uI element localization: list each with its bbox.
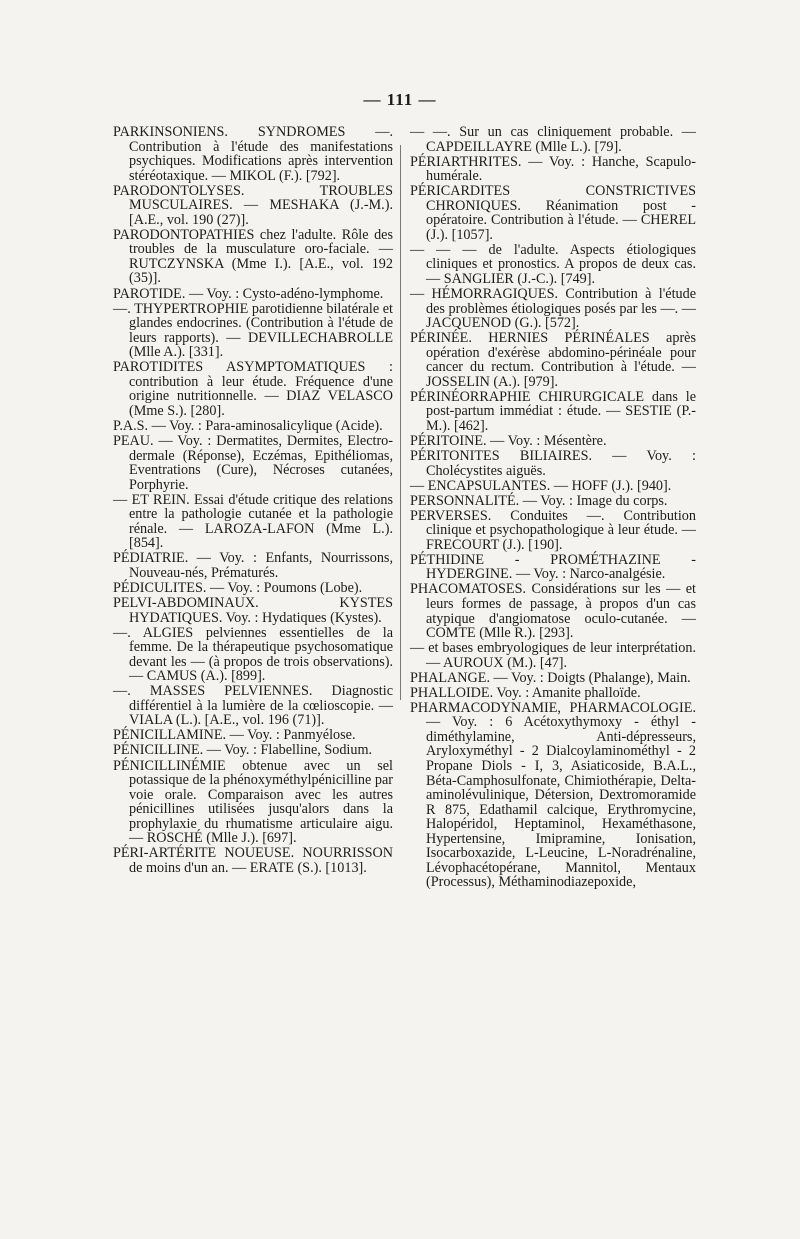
index-entry: PÉTHIDINE - PROMÉTHAZINE - HYDERGINE. — Voy. : Narco-analgésie. bbox=[410, 551, 696, 583]
index-entry: PARODONTOLYSES. TROUBLES MUSCULAIRES. — MESHAKA (J.-M.). [A.E., vol. 190 (27)]. bbox=[113, 182, 393, 228]
index-entry: — ENCAPSULANTES. — HOFF (J.). [940]. bbox=[410, 477, 672, 494]
index-entry: PHALANGE. — Voy. : Doigts (Phalange), Main. bbox=[410, 669, 691, 686]
page-number: — 111 — bbox=[363, 90, 437, 109]
index-entry: PARODONTOPATHIES chez l'adulte. Rôle des troubles de la musculature oro-faciale. — RUTCZYNSKA (Mme I.). [A.E., vol. 192 (35)]. bbox=[113, 226, 393, 287]
column-divider bbox=[400, 145, 401, 700]
index-entry: PÉRITOINE. — Voy. : Mésentère. bbox=[410, 432, 607, 449]
index-entry: — —. Sur un cas cliniquement probable. — CAPDEILLAYRE (Mlle L.). [79]. bbox=[410, 124, 696, 155]
index-entry: — ET REIN. Essai d'étude critique des relations entre la pathologie cutanée et la pathologie rénale. — LAROZA-LAFON (Mme L.). [854]. bbox=[113, 491, 393, 552]
index-entry: PÉNICILLAMINE. — Voy. : Panmyélose. bbox=[113, 727, 356, 744]
index-entry: PELVI-ABDOMINAUX. KYSTES HYDATIQUES. Voy. : Hydatiques (Kystes). bbox=[113, 595, 393, 626]
index-entry: PHACOMATOSES. Considérations sur les — et leurs formes de passage, à propos d'un cas atypique d'angiomatose oculo-cutanée. — COMTE (Mlle R.). [293]. bbox=[410, 581, 696, 642]
index-entry: PERSONNALITÉ. — Voy. : Image du corps. bbox=[410, 492, 668, 509]
index-entry: PÉDIATRIE. — Voy. : Enfants, Nourrissons, Nouveau-nés, Prématurés. bbox=[113, 550, 393, 581]
index-entry: PAROTIDITES ASYMPTOMATIQUES : contribution à leur étude. Fréquence d'une origine nutritionnelle. — DIAZ VELASCO (Mme S.). [280]. bbox=[113, 359, 393, 419]
index-entry: PHALLOIDE. Voy. : Amanite phalloïde. bbox=[410, 684, 641, 701]
index-entry: — — — de l'adulte. Aspects étiologiques cliniques et pronostics. A propos de deux cas. — SANGLIER (J.-C.). [749]. bbox=[410, 241, 696, 287]
index-entry: PÉDICULITES. — Voy. : Poumons (Lobe). bbox=[113, 579, 363, 596]
index-entry: —. MASSES PELVIENNES. Diagnostic différentiel à la lumière de la cœlioscopie. — VIALA (L.). [A.E., vol. 196 (71)]. bbox=[113, 683, 393, 729]
index-entry: —. ALGIES pelviennes essentielles de la femme. De la thérapeutique psychosomatique devant les — (à propos de trois observations). — CAMUS (A.). [899]. bbox=[113, 624, 393, 685]
index-entry: PÉRINÉORRAPHIE CHIRURGICALE dans le post-partum immédiat : étude. — SESTIE (P.-M.). [462]. bbox=[410, 388, 696, 434]
index-entry: PAROTIDE. — Voy. : Cysto-adéno-lymphome. bbox=[113, 285, 384, 302]
index-entry: PÉRITONITES BILIAIRES. — Voy. : Cholécystites aiguës. bbox=[410, 448, 696, 479]
index-entry: PERVERSES. Conduites —. Contribution clinique et psychopathologique à leur étude. — FRECOURT (J.). [190]. bbox=[410, 507, 696, 553]
index-entry: PÉRIARTHRITES. — Voy. : Hanche, Scapulo-humérale. bbox=[410, 153, 696, 185]
right-column bbox=[410, 125, 696, 890]
left-column bbox=[113, 125, 393, 876]
index-entry: PÉRINÉE. HERNIES PÉRINÉALES après opération d'exérèse abdomino-périnéale pour cancer du rectum. Contribution à l'étude. — JOSSELIN (A.). [979]. bbox=[410, 330, 696, 390]
index-entry: PÉNICILLINE. — Voy. : Flabelline, Sodium. bbox=[113, 742, 373, 759]
index-entry: — HÉMORRAGIQUES. Contribution à l'étude des problèmes étiologiques posés par les —. — JACQUENOD (G.). [572]. bbox=[410, 286, 696, 332]
index-entry: PÉNICILLINÉMIE obtenue avec un sel potassique de la phénoxyméthylpénicilline par voie orale. Comparaison avec les autres pénicillines utilisées jusqu'alors dans la prophylaxie du rhumatisme articulaire aigu. — ROSCHÉ (Mlle J.). [697]. bbox=[113, 757, 393, 847]
index-entry: PÉRI-ARTÉRITE NOUEUSE. NOURRISSON de moins d'un an. — ERATE (S.). [1013]. bbox=[113, 845, 393, 876]
index-entry: PARKINSONIENS. SYNDROMES —. Contribution à l'étude des manifestations psychiques. Modifications après intervention stéréotaxique. — MIKOL (F.). [792]. bbox=[113, 124, 393, 184]
index-entry: P.A.S. — Voy. : Para-aminosalicylique (Acide). bbox=[113, 417, 383, 434]
index-entry: PHARMACODYNAMIE, PHARMACOLOGIE. — Voy. : 6 Acétoxythymoxy - éthyl - diméthylamine, Anti-dépresseurs, Aryloxyméthyl - 2 Dialcoylaminométhyl - 2 Propane Diols - I, 3, Asiaticoside, B.A.L., Béta-Camphosulfonate, Chimiothérapie, Delta-aminolévulinique, Détersion, Dextromoramide R 875, Edathamil calcique, Erythromycine, Halopéridol, Heptaminol, Hexaméthasone, Hypertensine, Imipramine, Ionisation, Isocarboxazide, L-Leucine, L-Noradrénaline, Lévophacétopérane, Mannitol, Mentaux (Processus), Méthaminodiazepoxide, bbox=[410, 699, 696, 891]
index-entry: —. THYPERTROPHIE parotidienne bilatérale et glandes endocrines. (Contribution à l'étude de leurs rapports). — DEVILLECHABROLLE (Mlle A.). [331]. bbox=[113, 300, 393, 361]
index-entry: PEAU. — Voy. : Dermatites, Dermites, Electro-dermale (Réponse), Eczémas, Epithéliomas, Eventrations (Cure), Nécroses cutanées, Porphyrie. bbox=[113, 432, 393, 493]
index-entry: — et bases embryologiques de leur interprétation. — AUROUX (M.). [47]. bbox=[410, 640, 696, 671]
index-entry: PÉRICARDITES CONSTRICTIVES CHRONIQUES. Réanimation post - opératoire. Contribution à l'étude. — CHEREL (J.). [1057]. bbox=[410, 183, 696, 243]
